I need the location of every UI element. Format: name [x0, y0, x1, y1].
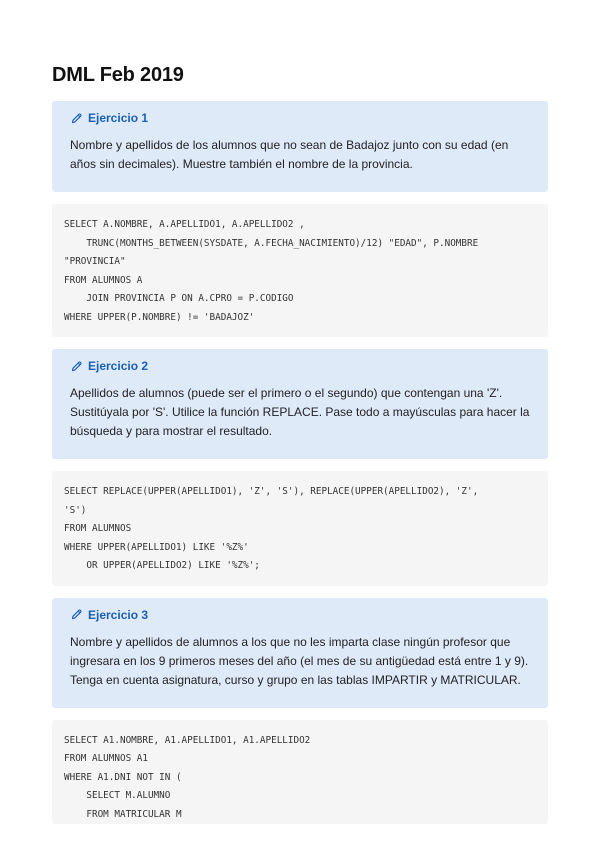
code-line: SELECT A1.NOMBRE, A1.APELLIDO1, A1.APELLIDO2: [64, 734, 311, 746]
pencil-icon: [70, 112, 83, 125]
exercise-statement: Nombre y apellidos de alumnos a los que no les imparta clase ningún profesor que ingresara en los 9 primeros meses del año (el mes de su antigüedad está entre 1 y 9). Tenga en cuenta asignatura, curso y grupo en las tablas IMPARTIR y MATRICULAR.: [70, 634, 529, 687]
code-block: [52, 471, 548, 586]
exercise-callout: [52, 598, 548, 708]
exercise-label: Ejercicio 1: [88, 111, 149, 125]
exercise-callout: [52, 349, 548, 459]
pencil-icon: [70, 608, 83, 621]
exercise-statement: Nombre y apellidos de los alumnos que no sean de Badajoz junto con su edad (en años sin decimales). Muestre también el nombre de la provincia.: [70, 138, 509, 171]
page-title: DML Feb 2019: [52, 64, 184, 86]
code-line: FROM ALUMNOS A1: [64, 753, 148, 764]
exercise-heading: [70, 111, 532, 125]
code-line: TRUNC(MONTHS_BETWEEN(SYSDATE, A.FECHA_NACIMIENTO)/12) "EDAD", P.NOMBRE: [64, 237, 479, 249]
exercise-heading: [70, 359, 532, 373]
code-line: SELECT A.NOMBRE, A.APELLIDO1, A.APELLIDO2 ,: [64, 219, 305, 230]
code-line: OR UPPER(APELLIDO2) LIKE '%Z%';: [64, 560, 260, 571]
exercise-label: Ejercicio 3: [88, 607, 149, 622]
code-line: SELECT M.ALUMNO: [64, 790, 171, 801]
code-line: WHERE UPPER(P.NOMBRE) != 'BADAJOZ': [64, 311, 255, 323]
code-line: JOIN PROVINCIA P ON A.CPRO = P.CODIGO: [64, 293, 294, 304]
code-line: FROM ALUMNOS A: [64, 274, 143, 286]
code-line: "PROVINCIA": [64, 256, 126, 267]
code-line: SELECT REPLACE(UPPER(APELLIDO1), 'Z', 'S'), REPLACE(UPPER(APELLIDO2), 'Z',: [64, 486, 479, 497]
exercise-statement: Apellidos de alumnos (puede ser el primero o el segundo) que contengan una 'Z'. Sustitúyala por 'S'. Utilice la función REPLACE. Pase todo a mayúsculas para hacer la búsqueda y para mostrar el resultado.: [70, 386, 530, 438]
code-line: FROM ALUMNOS: [64, 523, 132, 534]
exercise-label: Ejercicio 2: [88, 359, 149, 373]
pencil-icon: [70, 360, 83, 373]
code-line: WHERE A1.DNI NOT IN (: [64, 771, 182, 783]
exercise-heading: [70, 608, 532, 622]
code-line: FROM MATRICULAR M: [64, 808, 182, 820]
code-block: [52, 204, 548, 337]
code-line: WHERE UPPER(APELLIDO1) LIKE '%Z%': [64, 541, 249, 553]
code-block: [52, 720, 548, 824]
code-line: 'S'): [64, 504, 87, 516]
exercise-callout: [52, 101, 548, 192]
